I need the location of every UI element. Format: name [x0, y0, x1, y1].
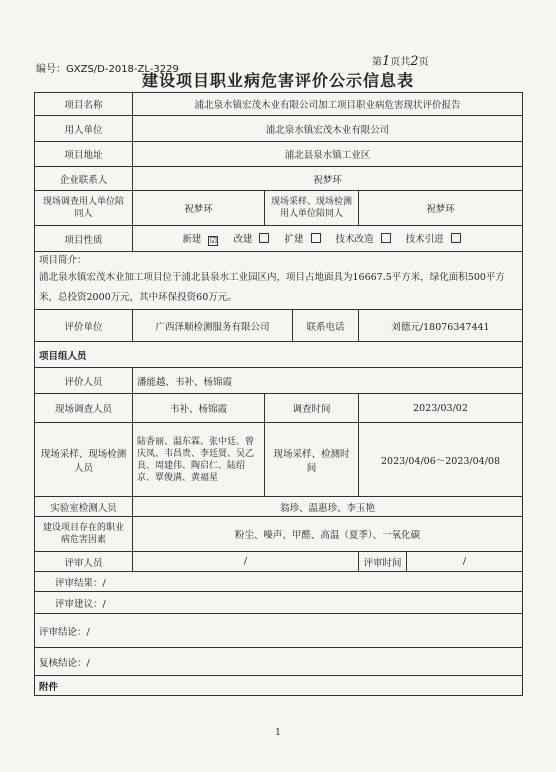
nature-option[interactable]: 扩建	[285, 234, 327, 245]
sampling-time: 2023/04/06～2023/04/08	[359, 423, 523, 497]
table-row	[35, 167, 523, 191]
table-row	[35, 142, 523, 167]
table-row	[35, 676, 523, 696]
survey-time-label: 调查时间	[265, 394, 359, 423]
table-row	[35, 614, 523, 648]
table-row	[35, 226, 523, 252]
checkbox-icon[interactable]	[311, 233, 321, 243]
reviewers: /	[133, 552, 359, 572]
survey-companion-label: 现场调查用人单位陪同人	[35, 191, 133, 226]
checkbox-icon[interactable]	[381, 233, 391, 243]
address: 浦北县泉水镇工业区	[133, 142, 523, 167]
lab-staff: 翁珍、温惠珍、李玉艳	[133, 497, 523, 517]
project-intro	[35, 252, 523, 310]
document-code: 编号：GXZS/D-2018-ZL-3229	[36, 64, 179, 75]
eval-unit-label: 评价单位	[35, 310, 133, 342]
phone: 刘德元/18076347441	[359, 310, 523, 342]
intro-label: 项目简介：	[39, 254, 87, 266]
table-row	[35, 592, 523, 614]
nature-label: 项目性质	[35, 226, 133, 252]
table-row	[35, 517, 523, 552]
review-time-label: 评审时间	[359, 552, 407, 572]
page-indicator: 第1页共2页	[372, 54, 429, 69]
attachment-label: 附件	[35, 676, 523, 696]
eval-unit: 广西泽顺检测服务有限公司	[133, 310, 293, 342]
table-row	[35, 572, 523, 592]
evaluators: 潘能越、韦补、杨锦霞	[133, 368, 523, 394]
recheck-conclusion: 复核结论：/	[35, 648, 523, 676]
review-time: /	[407, 552, 523, 572]
table-row	[35, 116, 523, 142]
nature-option[interactable]: 新建 ☑	[182, 234, 217, 245]
survey-companion: 祝梦环	[133, 191, 265, 226]
checkbox-icon[interactable]	[259, 233, 269, 243]
project-nature-options	[133, 226, 523, 252]
hazards-label: 建设项目存在的职业病危害因素	[35, 517, 133, 552]
surveyors-label: 现场调查人员	[35, 394, 133, 423]
footer-page-number: 1	[275, 728, 281, 738]
table-row	[35, 93, 523, 116]
employer-label: 用人单位	[35, 116, 133, 142]
table-row	[35, 394, 523, 423]
table-row	[35, 342, 523, 368]
samplers: 陆香丽、温东霖、张中廷、曾庆凤、韦昌贵、李廷贤、吴乙良、周建伟、陶启仁、陆绍京、覃俊满、黄福星	[133, 423, 265, 497]
table-row	[35, 497, 523, 517]
project-name-label: 项目名称	[35, 93, 133, 116]
table-row	[35, 368, 523, 394]
table-row	[35, 648, 523, 676]
project-name: 浦北泉水镇宏茂木业有限公司加工项目职业病危害现状评价报告	[133, 93, 523, 116]
hazards: 粉尘、噪声、甲醛、高温（夏季）、一氧化碳	[133, 517, 523, 552]
table-row	[35, 191, 523, 226]
table-row	[35, 310, 523, 342]
survey-time: 2023/03/02	[359, 394, 523, 423]
nature-option[interactable]: 技术改造	[336, 234, 397, 245]
employer: 浦北泉水镇宏茂木业有限公司	[133, 116, 523, 142]
review-result: 评审结果：/	[35, 572, 523, 592]
review-conclusion: 评审结论：/	[35, 614, 523, 648]
nature-option[interactable]: 技术引进	[406, 234, 467, 245]
page-title: 建设项目职业病危害评价公示信息表	[141, 71, 414, 90]
evaluators-label: 评价人员	[35, 368, 133, 394]
contact-label: 企业联系人	[35, 167, 133, 191]
samplers-label: 现场采样、现场检测人员	[35, 423, 133, 497]
address-label: 项目地址	[35, 142, 133, 167]
team-section-label: 项目组人员	[35, 342, 523, 368]
checkbox-icon[interactable]	[451, 233, 461, 243]
sampling-companion-label: 现场采样、现场检测用人单位陪同人	[265, 191, 359, 226]
table-row	[35, 552, 523, 572]
table-row	[35, 252, 523, 310]
sampling-time-label: 现场采样、检测时间	[265, 423, 359, 497]
table-row	[35, 423, 523, 497]
nature-option[interactable]: 改建	[233, 234, 275, 245]
sampling-companion: 祝梦环	[359, 191, 523, 226]
reviewers-label: 评审人员	[35, 552, 133, 572]
checkbox-checked-icon[interactable]: ☑	[209, 236, 217, 245]
info-table	[34, 92, 523, 696]
review-advice: 评审建议：/	[35, 592, 523, 614]
intro-text: 浦北泉水镇宏茂木业加工项目位于浦北县泉水工业园区内，项目占地面具为16667.5平方米，绿化面积500平方米，总投资2000万元，其中环保投资60万元。	[39, 271, 505, 303]
phone-label: 联系电话	[293, 310, 359, 342]
lab-label: 实验室检测人员	[35, 497, 133, 517]
surveyors: 韦补、杨锦霞	[133, 394, 265, 423]
contact: 祝梦环	[133, 167, 523, 191]
